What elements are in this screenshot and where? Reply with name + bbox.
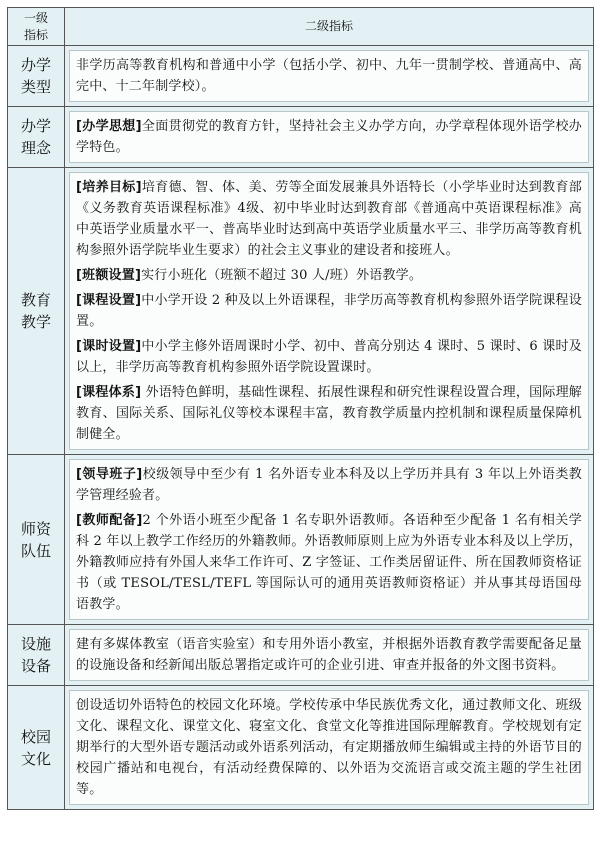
subindicator-tag: [领导班子] (76, 467, 143, 482)
category-label-line: 教学 (20, 313, 51, 331)
table-row (8, 46, 594, 107)
category-cell (8, 168, 65, 455)
subindicator-text: 创设适切外语特色的校园文化环境。学校传承中华民族优秀文化，通过教师文化、班级文化、课程文化、课堂文化、寝室文化、食堂文化等推进国际理解教育。学校规划有定期举行的大型外语专题活动或外语系列活动，有定期播放师生编辑或主持的外语节目的校园广播站和电视台，有活动经费保障的、以外语为交流语言或交流主题的学生社团等。 (76, 698, 582, 797)
subindicator-item (76, 464, 582, 506)
category-label-line: 类型 (20, 78, 51, 96)
subindicator-item (76, 336, 582, 378)
subindicator-tag: [教师配备] (76, 513, 143, 528)
header-level2: 二级指标 (65, 8, 594, 46)
subindicator-text: 校级领导中至少有 1 名外语专业本科及以上学历并具有 3 年以上外语类教学管理经验者。 (76, 467, 582, 503)
subindicator-cell (65, 46, 594, 107)
header-level1-line2: 指标 (23, 27, 48, 42)
subindicator-text: 2 个外语小班至少配备 1 名专职外语教师。各语种至少配备 1 名有相关学科 2 年以上教学工作经历的外籍教师。外语教师原则上应为外语专业本科及以上学历，外籍教师应持有外国人来华工作许可、Z 字签证、工作类居留证件、所在国教师资格证书（或 TESOL/TESL/TEFL 等国际认可的通用英语教师资格证）并从事其母语国母语教学。 (76, 513, 583, 612)
subindicator-item (76, 382, 582, 445)
subindicator-tag: [培养目标] (76, 180, 142, 195)
table-header-row (8, 8, 594, 46)
category-label-line: 文化 (20, 749, 51, 768)
table-row (8, 455, 594, 625)
subindicator-cell (65, 625, 594, 686)
category-label-line: 办学 (20, 117, 51, 135)
category-label-line: 设施 (20, 635, 51, 653)
category-cell (8, 107, 65, 168)
subindicator-text: 外语特色鲜明，基础性课程、拓展性课程和研究性课程设置合理，国际理解教育、国际关系、国际礼仪等校本课程丰富，教育教学质量内控机制和课程质量保障机制健全。 (76, 385, 582, 442)
subindicator-item (76, 634, 582, 676)
subindicator-text: 建有多媒体教室（语音实验室）和专用外语小教室，并根据外语教育教学需要配备足量的设施设备和经新闻出版总署指定或许可的企业引进、审查并报备的外文图书资料。 (76, 637, 582, 673)
category-label-line: 设备 (20, 657, 51, 675)
category-label-line: 队伍 (20, 541, 51, 560)
table-row (8, 107, 594, 168)
subindicator-item (76, 116, 582, 158)
table-row (8, 168, 594, 455)
subindicator-item (76, 510, 582, 615)
category-label-line: 师资 (20, 519, 51, 538)
subindicator-cell (65, 686, 594, 810)
subindicator-box (69, 111, 589, 163)
subindicator-text: 培育德、智、体、美、劳等全面发展兼具外语特长（小学毕业时达到教育部《义务教育英语课程标准》4级、初中毕业时达到教育部《普通高中英语课程标准》高中英语学业质量水平一、普高毕业时达到高中英语学业质量水平三、非学历高等教育机构参照外语学院毕业生要求）的社会主义事业的建设者和接班人。 (76, 180, 582, 258)
subindicator-item (76, 265, 582, 286)
header-level1-line1: 一级 (23, 10, 48, 25)
subindicator-box (69, 459, 589, 620)
subindicator-text: 实行小班化（班额不超过 30 人/班）外语教学。 (141, 268, 423, 283)
category-label-line: 校园 (20, 727, 51, 746)
category-label-line: 理念 (20, 139, 51, 157)
category-cell (8, 686, 65, 810)
subindicator-box (69, 172, 589, 450)
subindicator-cell (65, 168, 594, 455)
subindicator-text: 中小学主修外语周课时小学、初中、普高分别达 4 课时、5 课时、6 课时及以上，非学历高等教育机构参照外语学院设置课时。 (76, 339, 582, 375)
subindicator-item (76, 290, 582, 332)
table-body (8, 46, 594, 810)
subindicator-tag: [办学思想] (76, 119, 142, 134)
subindicator-item (76, 55, 582, 97)
category-cell (8, 625, 65, 686)
table-row (8, 625, 594, 686)
category-label-line: 办学 (20, 56, 51, 74)
subindicator-tag: [课程设置] (76, 293, 142, 308)
subindicator-tag: [班额设置] (76, 268, 142, 283)
table-row (8, 686, 594, 810)
header-level1 (8, 8, 65, 46)
subindicator-text: 全面贯彻党的教育方针，坚持社会主义办学方向，办学章程体现外语学校办学特色。 (76, 119, 582, 155)
subindicator-item (76, 695, 582, 800)
subindicator-tag: [课时设置] (76, 339, 142, 354)
subindicator-tag: [课程体系] (76, 385, 142, 400)
subindicator-item (76, 177, 582, 261)
subindicator-cell (65, 455, 594, 625)
subindicator-text: 中小学开设 2 种及以上外语课程，非学历高等教育机构参照外语学院课程设置。 (76, 293, 582, 329)
category-cell (8, 46, 65, 107)
indicator-table (7, 7, 594, 810)
subindicator-box (69, 50, 589, 102)
subindicator-text: 非学历高等教育机构和普通中小学（包括小学、初中、九年一贯制学校、普通高中、高完中、十二年制学校）。 (76, 58, 582, 94)
category-label-line: 教育 (20, 291, 51, 309)
subindicator-box (69, 690, 589, 805)
subindicator-box (69, 629, 589, 681)
category-cell (8, 455, 65, 625)
subindicator-cell (65, 107, 594, 168)
